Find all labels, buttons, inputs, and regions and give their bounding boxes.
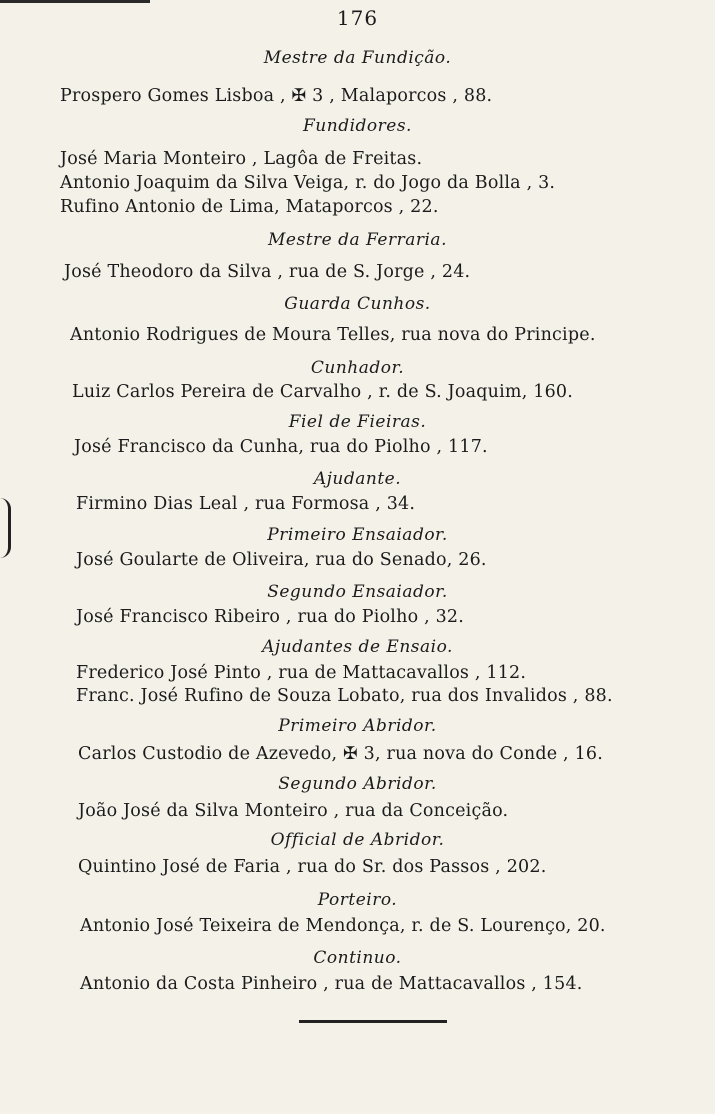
section-heading: Porteiro. [317,890,398,910]
section-heading: Official de Abridor. [270,830,445,850]
entry-line: Luiz Carlos Pereira de Carvalho , r. de S. Joaquim, 160. [72,382,574,402]
entry-line: José Francisco Ribeiro , rua do Piolho , 32. [76,607,465,627]
entry-line: José Francisco da Cunha, rua do Piolho , 117. [74,437,488,457]
entry-line: Antonio Joaquim da Silva Veiga, r. do Jogo da Bolla , 3. [60,173,556,193]
section-heading: Primeiro Ensaiador. [267,525,448,545]
entry-line: Antonio da Costa Pinheiro , rua de Mattacavallos , 154. [80,974,583,994]
end-rule [299,1020,447,1023]
section-heading: Segundo Abridor. [278,774,437,794]
entry-line: José Goularte de Oliveira, rua do Senado, 26. [76,550,487,570]
entry-line: Rufino Antonio de Lima, Mataporcos , 22. [60,197,439,217]
entry-line: Frederico José Pinto , rua de Mattacavallos , 112. [76,663,527,683]
section-heading: Fiel de Fieiras. [288,412,427,432]
section-heading: Guarda Cunhos. [284,294,431,314]
section-heading: Continuo. [313,948,402,968]
entry-line: José Theodoro da Silva , rua de S. Jorge , 24. [64,262,471,282]
entry-line: Franc. José Rufino de Souza Lobato, rua dos Invalidos , 88. [76,686,613,706]
section-heading: Primeiro Abridor. [278,716,437,736]
section-heading: Mestre da Fundição. [263,48,452,68]
entry-line: José Maria Monteiro , Lagôa de Freitas. [60,149,423,169]
entry-line: Antonio José Teixeira de Mendonça, r. de S. Lourenço, 20. [80,916,606,936]
entry-line: Firmino Dias Leal , rua Formosa , 34. [76,494,416,514]
section-heading: Cunhador. [310,358,405,378]
entry-line: Quintino José de Faria , rua do Sr. dos Passos , 202. [78,857,547,877]
entry-line: Prospero Gomes Lisboa , ✠ 3 , Malaporcos , 88. [60,86,493,106]
section-heading: Segundo Ensaiador. [267,582,448,602]
entry-line: Antonio Rodrigues de Moura Telles, rua nova do Principe. [70,325,596,345]
section-heading: Ajudantes de Ensaio. [262,637,453,657]
entry-line: Carlos Custodio de Azevedo, ✠ 3, rua nova do Conde , 16. [78,744,603,764]
section-heading: Mestre da Ferraria. [268,230,447,250]
page-number: 176 [336,6,379,30]
section-heading: Fundidores. [303,116,412,136]
section-heading: Ajudante. [313,469,402,489]
corner-rule [0,0,150,3]
entry-line: João José da Silva Monteiro , rua da Conceição. [78,801,509,821]
